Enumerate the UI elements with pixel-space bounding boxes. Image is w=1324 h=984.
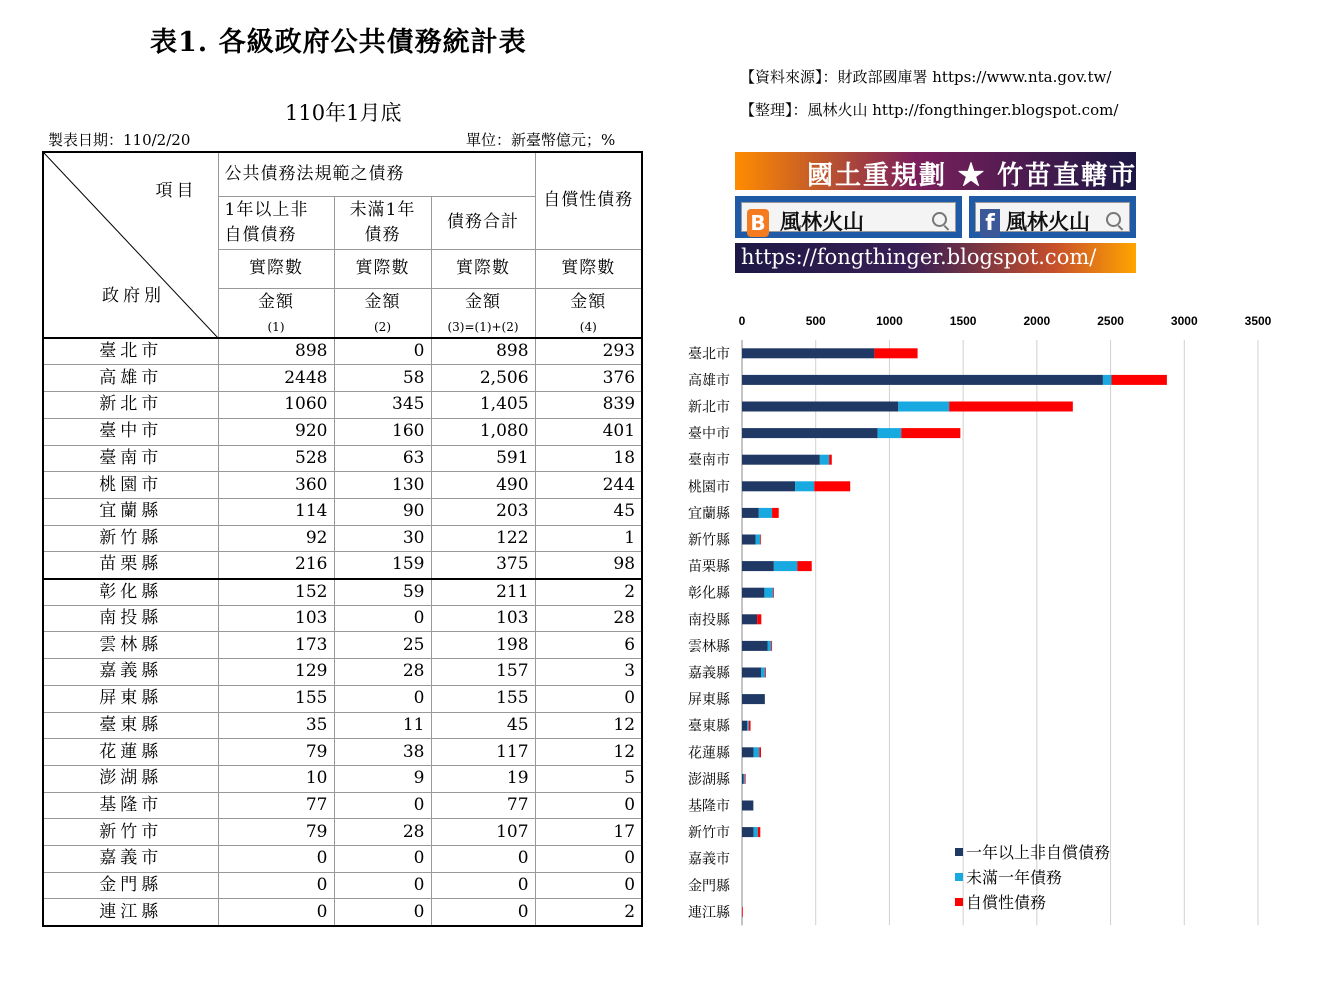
short-term-debt-cell: 59	[334, 579, 431, 606]
gov-name-cell: 新竹縣	[43, 525, 218, 552]
category-label: 基隆市	[688, 798, 730, 815]
gov-name-cell: 澎湖縣	[43, 765, 218, 792]
self-debt-cell: 5	[535, 765, 642, 792]
short-term-debt-cell: 58	[334, 365, 431, 392]
non-self-debt-cell: 0	[218, 899, 334, 926]
gov-name-cell: 臺北市	[43, 338, 218, 365]
bar-segment	[1103, 375, 1112, 385]
self-debt-cell: 12	[535, 739, 642, 766]
table-row	[43, 338, 642, 365]
gov-name-cell: 彰化縣	[43, 579, 218, 606]
bar-segment	[742, 668, 761, 678]
self-debt-cell: 3	[535, 659, 642, 686]
short-term-debt-cell: 0	[334, 899, 431, 926]
self-debt-cell: 839	[535, 392, 642, 419]
gov-name-cell: 高雄市	[43, 365, 218, 392]
x-tick-label: 0	[738, 314, 746, 328]
unit-label: 單位：新臺幣億元；%	[466, 131, 616, 149]
category-label: 彰化縣	[688, 585, 730, 602]
col3-header: 債務合計	[431, 196, 535, 249]
x-tick-label: 500	[805, 314, 826, 328]
table-row	[43, 792, 642, 819]
self-debt-cell: 0	[535, 872, 642, 899]
bar-segment	[756, 535, 760, 545]
category-label: 臺南市	[688, 452, 730, 469]
bar-segment	[754, 747, 760, 757]
x-tick-label: 2000	[1023, 314, 1051, 328]
gov-name-cell: 花蓮縣	[43, 739, 218, 766]
bar-segment	[749, 721, 751, 731]
page-title: 表1. 各級政府公共債務統計表	[150, 27, 527, 58]
table-row	[43, 525, 642, 552]
bar-segment	[742, 455, 820, 465]
amount-label: 金額	[364, 291, 401, 312]
table-row	[43, 579, 642, 606]
amount-cell	[535, 288, 642, 338]
legend-label: 未滿一年債務	[966, 868, 1063, 887]
total-debt-cell: 19	[431, 765, 535, 792]
actual-label: 實際數	[431, 249, 535, 288]
total-debt-cell: 898	[431, 338, 535, 365]
gov-name-cell: 新竹市	[43, 819, 218, 846]
col-num: (4)	[579, 319, 597, 334]
bar-segment	[901, 428, 960, 438]
self-debt-cell: 18	[535, 445, 642, 472]
bar-segment	[874, 348, 917, 358]
bar-segment	[742, 481, 795, 491]
table-row	[43, 605, 642, 632]
short-term-debt-cell: 63	[334, 445, 431, 472]
bar-segment	[759, 508, 772, 518]
bar-segment	[795, 481, 814, 491]
table-row	[43, 498, 642, 525]
gov-name-cell: 臺東縣	[43, 712, 218, 739]
amount-label: 金額	[258, 291, 294, 312]
total-debt-cell: 45	[431, 712, 535, 739]
group-header: 公共債務法規範之債務	[218, 152, 535, 196]
bar-segment	[742, 535, 756, 545]
category-label: 嘉義市	[688, 851, 730, 868]
bar-segment	[773, 588, 774, 598]
bar-segment	[878, 428, 902, 438]
self-debt-cell: 0	[535, 685, 642, 712]
total-debt-cell: 198	[431, 632, 535, 659]
total-debt-cell: 375	[431, 552, 535, 579]
non-self-debt-cell: 79	[218, 739, 334, 766]
short-term-debt-cell: 9	[334, 765, 431, 792]
non-self-debt-cell: 0	[218, 846, 334, 873]
category-label: 臺北市	[688, 346, 730, 363]
category-label: 桃園市	[688, 479, 730, 496]
total-debt-cell: 117	[431, 739, 535, 766]
non-self-debt-cell: 528	[218, 445, 334, 472]
short-term-debt-cell: 90	[334, 498, 431, 525]
search-icon[interactable]	[932, 212, 947, 227]
x-tick-label: 3500	[1244, 314, 1272, 328]
self-debt-cell: 244	[535, 472, 642, 499]
bar-segment	[764, 588, 773, 598]
non-self-debt-cell: 35	[218, 712, 334, 739]
bar-segment	[820, 455, 829, 465]
self-debt-cell: 1	[535, 525, 642, 552]
short-term-debt-cell: 25	[334, 632, 431, 659]
bar-segment	[742, 614, 757, 624]
short-term-debt-cell: 159	[334, 552, 431, 579]
amount-label: 金額	[465, 291, 501, 312]
legend-label: 自償性債務	[966, 893, 1047, 912]
search-icon[interactable]	[1106, 212, 1121, 227]
non-self-debt-cell: 173	[218, 632, 334, 659]
non-self-debt-cell: 77	[218, 792, 334, 819]
bar-segment	[742, 721, 747, 731]
gov-name-cell: 宜蘭縣	[43, 498, 218, 525]
table-row	[43, 819, 642, 846]
legend-swatch	[955, 873, 963, 881]
x-tick-label: 3000	[1170, 314, 1198, 328]
short-term-debt-cell: 11	[334, 712, 431, 739]
non-self-debt-cell: 2448	[218, 365, 334, 392]
col-num: (1)	[267, 319, 285, 334]
bar-segment	[742, 801, 753, 811]
gov-name-cell: 屏東縣	[43, 685, 218, 712]
bar-segment	[829, 455, 832, 465]
banner-headline-text: 國土重規劃 ★ 竹苗直轄市	[807, 161, 1138, 191]
category-label: 花蓮縣	[688, 745, 730, 762]
x-tick-label: 2500	[1097, 314, 1124, 328]
gov-name-cell: 基隆市	[43, 792, 218, 819]
bar-segment	[742, 508, 759, 518]
blogger-icon: B	[747, 209, 769, 237]
bar-segment	[742, 402, 898, 412]
self-debt-cell: 401	[535, 418, 642, 445]
short-term-debt-cell: 0	[334, 846, 431, 873]
bar-segment	[757, 614, 761, 624]
table-row	[43, 392, 642, 419]
bar-segment	[742, 348, 874, 358]
total-debt-cell: 122	[431, 525, 535, 552]
self-debt-cell: 376	[535, 365, 642, 392]
bar-segment	[747, 721, 749, 731]
bar-segment	[754, 827, 758, 837]
bar-segment	[1111, 375, 1166, 385]
category-label: 臺東縣	[688, 718, 730, 735]
table-row	[43, 659, 642, 686]
table-row	[43, 846, 642, 873]
amount-cell	[334, 288, 431, 338]
blog-search-label: 風林火山	[780, 209, 864, 234]
non-self-debt-cell: 155	[218, 685, 334, 712]
short-term-debt-cell: 0	[334, 605, 431, 632]
non-self-debt-cell: 103	[218, 605, 334, 632]
col-num: (2)	[374, 319, 391, 334]
corner-item-label: 項目	[155, 181, 198, 201]
fb-search-label: 風林火山	[1006, 209, 1090, 234]
table-row	[43, 685, 642, 712]
short-term-debt-cell: 130	[334, 472, 431, 499]
blog-search-box[interactable]	[735, 196, 962, 238]
actual-label: 實際數	[535, 249, 642, 288]
short-term-debt-cell: 0	[334, 338, 431, 365]
col1-header: 1年以上非 自償債務	[218, 196, 334, 249]
bar-segment	[774, 561, 797, 571]
total-debt-cell: 155	[431, 685, 535, 712]
bar-segment	[742, 907, 743, 917]
amount-cell	[218, 288, 334, 338]
table-row	[43, 632, 642, 659]
category-label: 新竹市	[688, 825, 730, 842]
legend-swatch	[955, 898, 963, 906]
table-row	[43, 739, 642, 766]
category-label: 屏東縣	[688, 692, 730, 709]
bar-segment	[759, 747, 761, 757]
category-label: 宜蘭縣	[688, 505, 730, 522]
non-self-debt-cell: 1060	[218, 392, 334, 419]
category-label: 連江縣	[688, 904, 730, 921]
gov-name-cell: 金門縣	[43, 872, 218, 899]
short-term-debt-cell: 345	[334, 392, 431, 419]
bar-segment	[742, 641, 768, 651]
gov-name-cell: 苗栗縣	[43, 552, 218, 579]
x-tick-label: 1000	[876, 314, 903, 328]
bar-segment	[743, 774, 744, 784]
fb-search-field[interactable]	[975, 202, 1130, 236]
amount-label: 金額	[570, 291, 607, 312]
short-term-debt-cell: 28	[334, 819, 431, 846]
category-label: 臺中市	[688, 426, 730, 443]
bar-segment	[742, 694, 765, 704]
category-label: 南投縣	[688, 612, 730, 629]
bar-segment	[797, 561, 811, 571]
total-debt-cell: 157	[431, 659, 535, 686]
short-term-debt-cell: 0	[334, 872, 431, 899]
category-label: 新北市	[688, 399, 730, 416]
total-debt-cell: 0	[431, 872, 535, 899]
bar-segment	[742, 561, 774, 571]
gov-name-cell: 雲林縣	[43, 632, 218, 659]
corner-cell	[43, 152, 218, 338]
debt-table	[42, 151, 643, 927]
corner-gov-label: 政府別	[102, 286, 165, 306]
total-debt-cell: 203	[431, 498, 535, 525]
short-term-debt-cell: 30	[334, 525, 431, 552]
self-debt-cell: 45	[535, 498, 642, 525]
bar-segment	[760, 535, 761, 545]
non-self-debt-cell: 114	[218, 498, 334, 525]
total-debt-cell: 591	[431, 445, 535, 472]
col2-header: 未滿1年 債務	[334, 196, 431, 249]
bar-segment	[742, 774, 743, 784]
non-self-debt-cell: 920	[218, 418, 334, 445]
gov-name-cell: 連江縣	[43, 899, 218, 926]
self-debt-cell: 2	[535, 579, 642, 606]
short-term-debt-cell: 28	[334, 659, 431, 686]
table-row	[43, 765, 642, 792]
banner-url-text[interactable]: https://fongthinger.blogspot.com/	[741, 245, 1097, 269]
gov-name-cell: 南投縣	[43, 605, 218, 632]
self-debt-cell: 0	[535, 792, 642, 819]
self-debt-header: 自償性債務	[535, 152, 642, 249]
self-debt-cell: 0	[535, 846, 642, 873]
facebook-icon: f	[980, 209, 1000, 237]
bar-segment	[742, 827, 754, 837]
amount-cell	[431, 288, 535, 338]
made-date: 製表日期：110/2/20	[48, 131, 191, 149]
category-label: 苗栗縣	[688, 559, 730, 576]
short-term-debt-cell: 0	[334, 792, 431, 819]
gov-name-cell: 桃園市	[43, 472, 218, 499]
legend-label: 一年以上非自償債務	[966, 843, 1111, 862]
source-line: 【資料來源】：財政部國庫署 https://www.nta.gov.tw/	[740, 68, 1112, 86]
legend-swatch	[955, 848, 963, 856]
col-num: (3)=(1)+(2)	[447, 319, 519, 334]
self-debt-cell: 17	[535, 819, 642, 846]
bar-segment	[742, 375, 1103, 385]
x-tick-label: 1500	[949, 314, 977, 328]
short-term-debt-cell: 160	[334, 418, 431, 445]
table-row	[43, 552, 642, 579]
short-term-debt-cell: 38	[334, 739, 431, 766]
table-row	[43, 712, 642, 739]
category-label: 新竹縣	[688, 532, 730, 549]
category-label: 澎湖縣	[688, 771, 730, 788]
total-debt-cell: 1,405	[431, 392, 535, 419]
non-self-debt-cell: 10	[218, 765, 334, 792]
banner-headline	[735, 152, 1136, 190]
actual-label: 實際數	[334, 249, 431, 288]
actual-label: 實際數	[218, 249, 334, 288]
total-debt-cell: 77	[431, 792, 535, 819]
table-row	[43, 365, 642, 392]
non-self-debt-cell: 79	[218, 819, 334, 846]
table-row	[43, 445, 642, 472]
bar-segment	[745, 774, 746, 784]
non-self-debt-cell: 216	[218, 552, 334, 579]
table-row	[43, 899, 642, 926]
debt-bar-chart	[670, 300, 1290, 935]
fb-search-box[interactable]	[969, 196, 1136, 238]
total-debt-cell: 0	[431, 846, 535, 873]
bar-segment	[898, 402, 949, 412]
non-self-debt-cell: 92	[218, 525, 334, 552]
total-debt-cell: 211	[431, 579, 535, 606]
non-self-debt-cell: 360	[218, 472, 334, 499]
category-label: 高雄市	[688, 372, 730, 389]
bar-segment	[814, 481, 850, 491]
total-debt-cell: 0	[431, 899, 535, 926]
bar-segment	[768, 641, 772, 651]
compiler-line: 【整理】：風林火山 http://fongthinger.blogspot.com/	[740, 101, 1119, 119]
self-debt-cell: 28	[535, 605, 642, 632]
gov-name-cell: 嘉義市	[43, 846, 218, 873]
gov-name-cell: 嘉義縣	[43, 659, 218, 686]
self-debt-cell: 98	[535, 552, 642, 579]
total-debt-cell: 490	[431, 472, 535, 499]
table-row	[43, 872, 642, 899]
banner-url[interactable]	[735, 243, 1136, 273]
non-self-debt-cell: 0	[218, 872, 334, 899]
non-self-debt-cell: 898	[218, 338, 334, 365]
bar-segment	[742, 428, 878, 438]
self-debt-cell: 12	[535, 712, 642, 739]
category-label: 雲林縣	[688, 638, 730, 655]
non-self-debt-cell: 129	[218, 659, 334, 686]
category-label: 嘉義縣	[688, 665, 730, 682]
self-debt-cell: 6	[535, 632, 642, 659]
gov-name-cell: 新北市	[43, 392, 218, 419]
bar-segment	[772, 508, 779, 518]
report-period: 110年1月底	[285, 101, 402, 125]
short-term-debt-cell: 0	[334, 685, 431, 712]
bar-segment	[758, 827, 761, 837]
total-debt-cell: 2,506	[431, 365, 535, 392]
gov-name-cell: 臺中市	[43, 418, 218, 445]
bar-segment	[771, 641, 772, 651]
total-debt-cell: 1,080	[431, 418, 535, 445]
bar-segment	[742, 747, 754, 757]
table-row	[43, 472, 642, 499]
bar-segment	[742, 588, 764, 598]
self-debt-cell: 2	[535, 899, 642, 926]
bar-segment	[949, 402, 1073, 412]
category-label: 金門縣	[688, 878, 730, 895]
bar-segment	[765, 668, 766, 678]
blog-search-field[interactable]	[741, 202, 956, 235]
self-debt-cell: 293	[535, 338, 642, 365]
gov-name-cell: 臺南市	[43, 445, 218, 472]
total-debt-cell: 107	[431, 819, 535, 846]
table-row	[43, 418, 642, 445]
bar-segment	[761, 668, 765, 678]
total-debt-cell: 103	[431, 605, 535, 632]
non-self-debt-cell: 152	[218, 579, 334, 606]
